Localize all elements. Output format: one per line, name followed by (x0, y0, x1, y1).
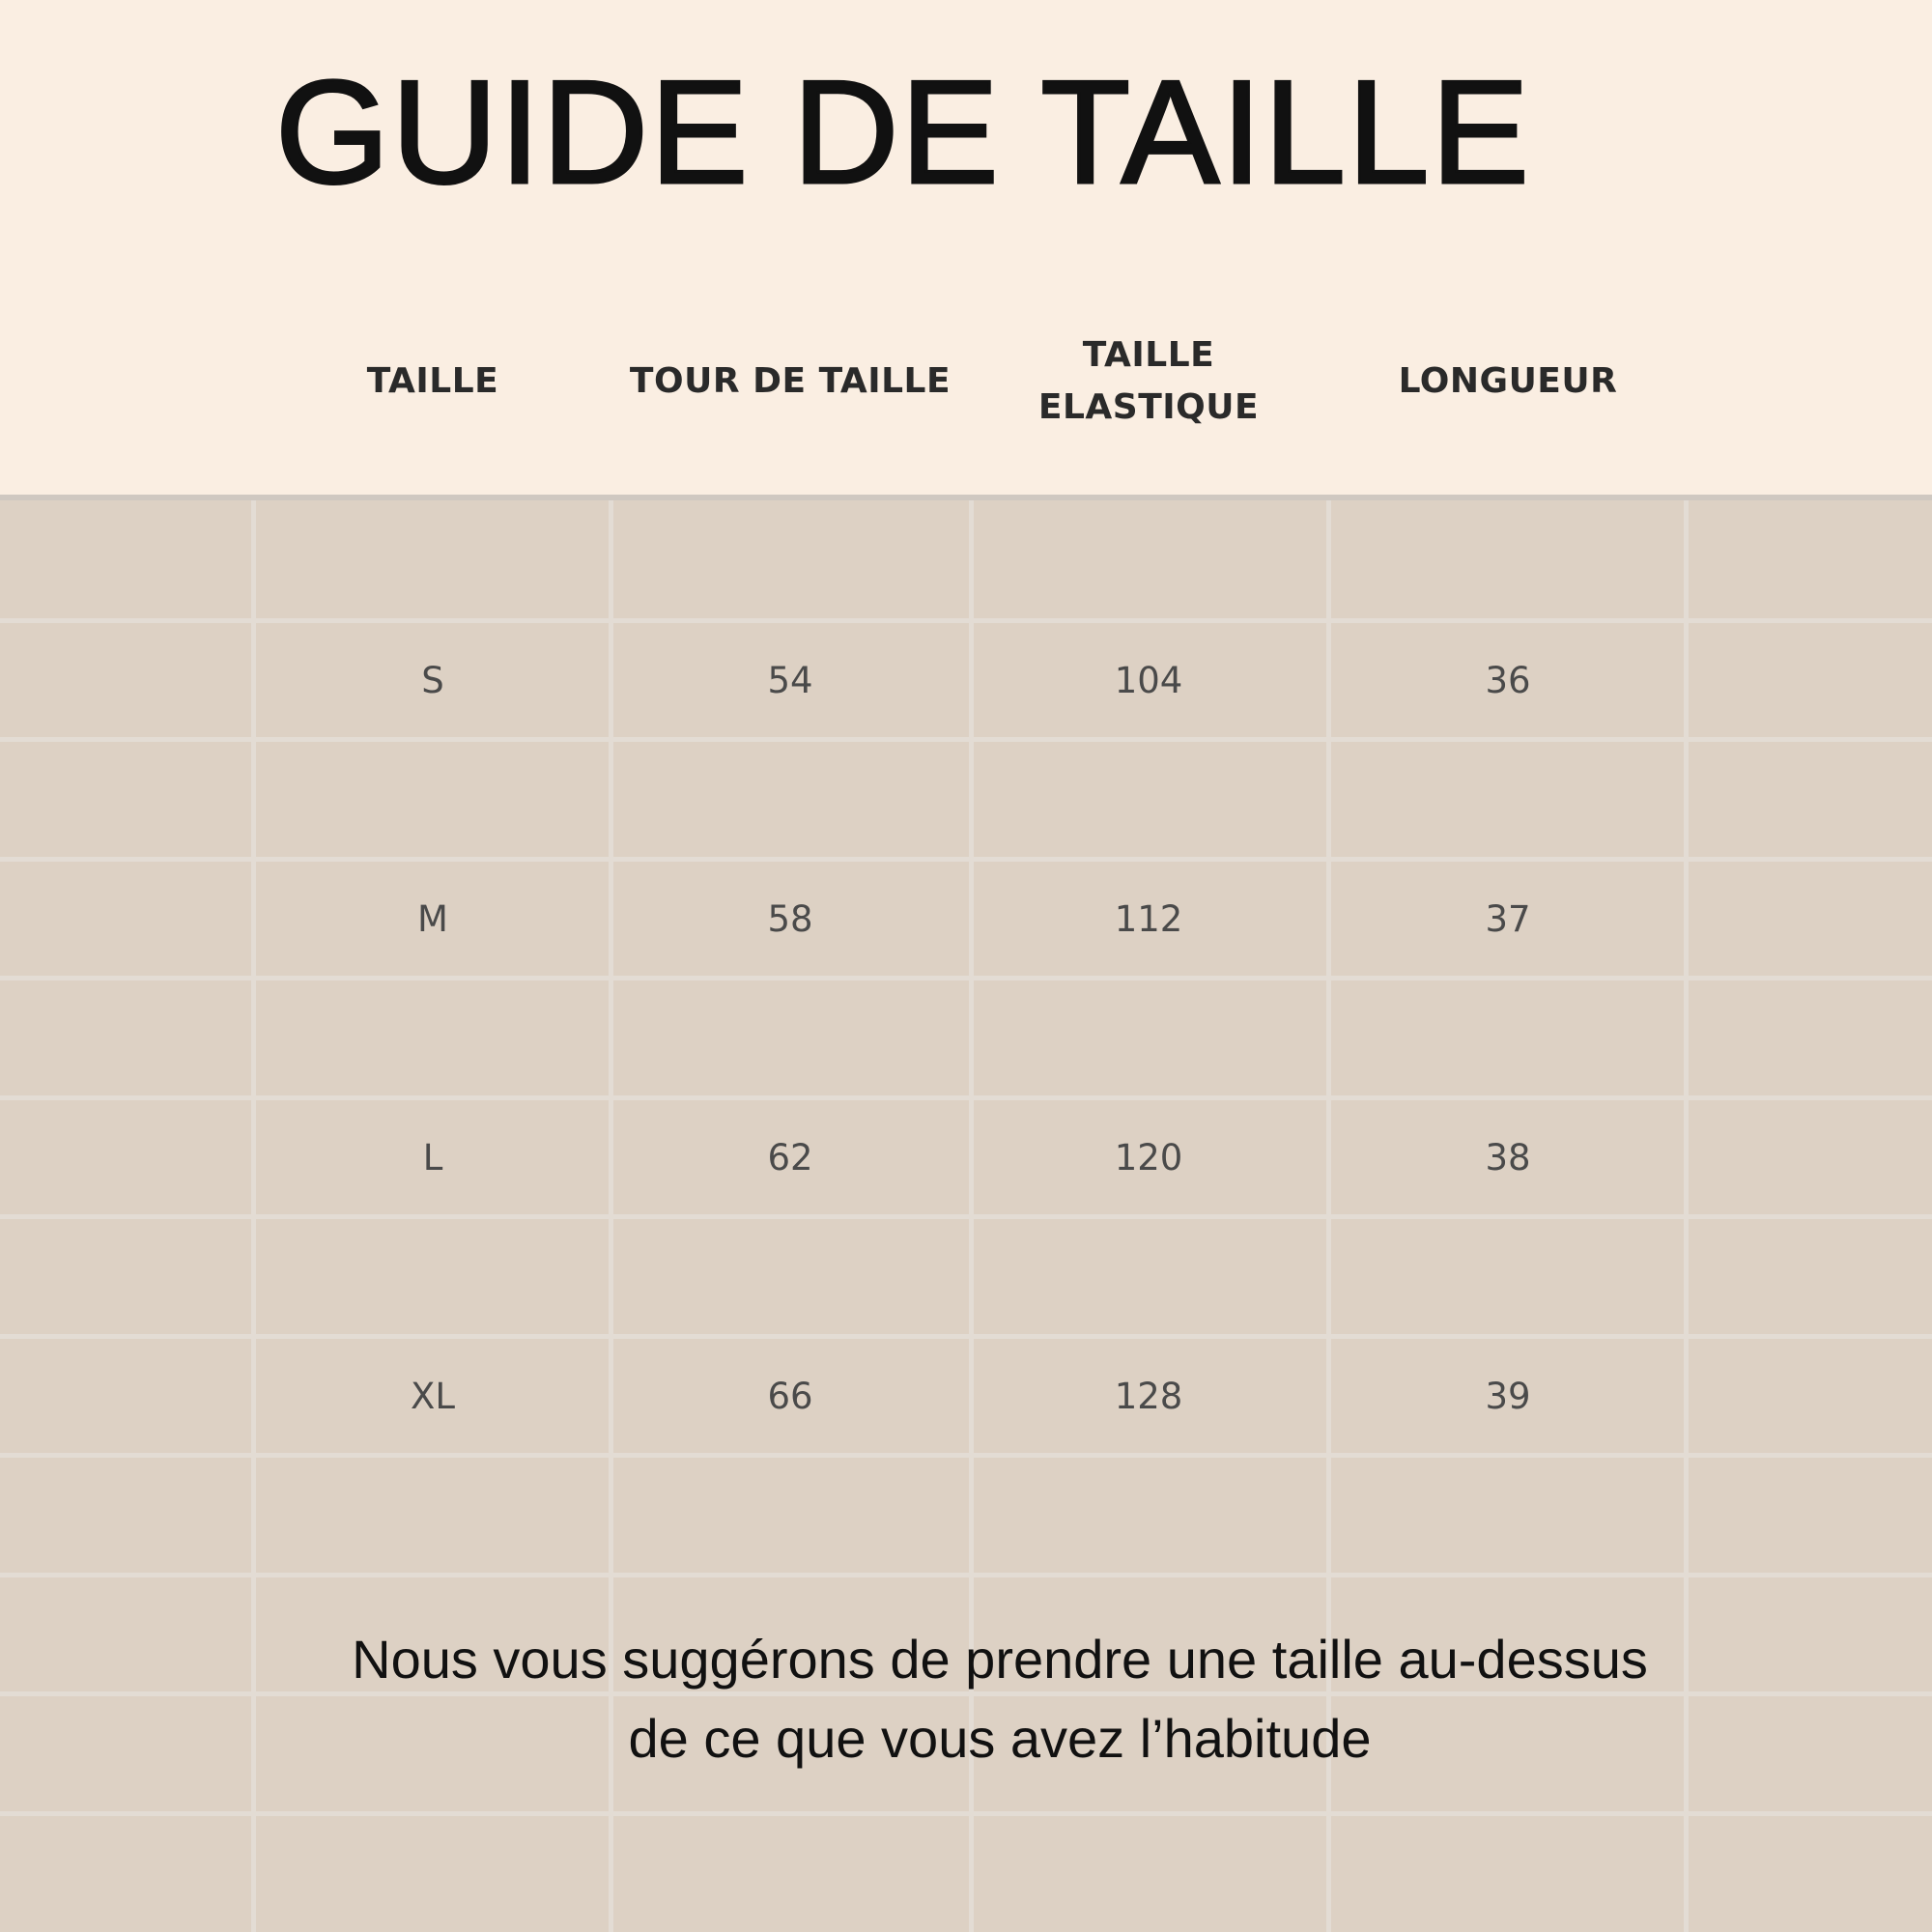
table-cell-elastic: 120 (1114, 1136, 1183, 1179)
table-cell-waist: 58 (767, 897, 813, 940)
sizing-advice-note (193, 1620, 1806, 1778)
column-header-taille (254, 319, 611, 444)
grid-row-line (0, 1573, 1932, 1577)
table-cell-elastic: 128 (1114, 1375, 1183, 1417)
grid-row-line (0, 1095, 1932, 1100)
column-header-line: ELASTIQUE (1037, 387, 1260, 427)
table-cell-size: XL (411, 1375, 455, 1417)
sizing-advice-line: Nous vous suggérons de prendre une taille au-dessus (352, 1629, 1648, 1690)
column-header-line: TAILLE (1082, 335, 1215, 375)
grid-row-line (0, 1811, 1932, 1816)
grid-row-line (0, 976, 1932, 980)
table-cell-length: 39 (1485, 1375, 1531, 1417)
table-cell-length: 37 (1485, 897, 1531, 940)
grid-row-line (0, 857, 1932, 862)
sizing-advice-line: de ce que vous avez l’habitude (628, 1708, 1372, 1769)
table-cell-waist: 62 (767, 1136, 813, 1179)
grid-row-line (0, 618, 1932, 623)
table-cell-elastic: 112 (1114, 897, 1183, 940)
header-band (0, 0, 1932, 500)
table-cell-size: S (421, 659, 444, 701)
table-cell-length: 38 (1485, 1136, 1531, 1179)
column-header-taille-elastique (970, 319, 1327, 444)
grid-row-line (0, 1334, 1932, 1339)
table-cell-length: 36 (1485, 659, 1531, 701)
column-header-line: LONGUEUR (1398, 361, 1618, 401)
table-cell-size: M (417, 897, 448, 940)
table-cell-elastic: 104 (1114, 659, 1183, 701)
table-cell-waist: 54 (767, 659, 813, 701)
grid-row-line (0, 737, 1932, 742)
grid-row-line (0, 1453, 1932, 1458)
column-header-line: TOUR DE TAILLE (629, 361, 952, 401)
column-header-tour-de-taille (611, 319, 969, 444)
column-header-line: TAILLE (366, 361, 499, 401)
column-header-longueur (1329, 319, 1687, 444)
grid-row-line (0, 1214, 1932, 1219)
table-cell-size: L (422, 1136, 443, 1179)
table-cell-waist: 66 (767, 1375, 813, 1417)
page-title: GUIDE DE TAILLE (275, 50, 1531, 214)
